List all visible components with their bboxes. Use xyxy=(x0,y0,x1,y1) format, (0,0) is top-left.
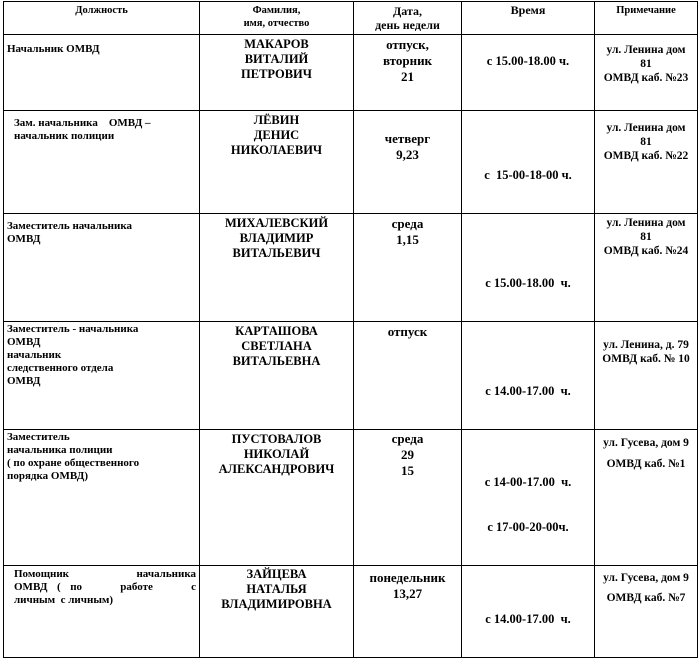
reception-schedule-table xyxy=(3,1,698,658)
cell-position: Зам. начальника ОМВД – начальник полиции xyxy=(4,111,200,214)
cell-time: с 14.00-17.00 ч. xyxy=(462,322,595,430)
cell-position: Начальник ОМВД xyxy=(4,35,200,111)
table-row xyxy=(4,430,698,566)
cell-name: ЗАЙЦЕВА НАТАЛЬЯ ВЛАДИМИРОВНА xyxy=(200,566,354,658)
cell-name: МАКАРОВ ВИТАЛИЙ ПЕТРОВИЧ xyxy=(200,35,354,111)
header-name: Фамилия, имя, отчество xyxy=(200,2,354,35)
cell-note: ул. Ленина дом 81 ОМВД каб. №23 xyxy=(595,35,698,111)
header-time: Время xyxy=(462,2,595,35)
cell-day: отпуск, вторник 21 xyxy=(354,35,462,111)
cell-note: ул. Ленина дом 81 ОМВД каб. №22 xyxy=(595,111,698,214)
cell-position: Заместитель начальника ОМВД xyxy=(4,214,200,322)
cell-note: ул. Гусева, дом 9 ОМВД каб. №1 xyxy=(595,430,698,566)
table-row xyxy=(4,35,698,111)
table-row xyxy=(4,566,698,658)
cell-name: ЛЁВИН ДЕНИС НИКОЛАЕВИЧ xyxy=(200,111,354,214)
cell-time: с 14.00-17.00 ч. xyxy=(462,566,595,658)
table-row xyxy=(4,214,698,322)
cell-note: ул. Ленина, д. 79 ОМВД каб. № 10 xyxy=(595,322,698,430)
cell-day: среда 29 15 xyxy=(354,430,462,566)
table-row xyxy=(4,111,698,214)
cell-time: с 14-00-17.00 ч. с 17-00-20-00ч. xyxy=(462,430,595,566)
table-row xyxy=(4,322,698,430)
cell-name: КАРТАШОВА СВЕТЛАНА ВИТАЛЬЕВНА xyxy=(200,322,354,430)
cell-time: с 15.00-18.00 ч. xyxy=(462,214,595,322)
cell-day: понедельник 13,27 xyxy=(354,566,462,658)
cell-day: четверг 9,23 xyxy=(354,111,462,214)
cell-day: отпуск xyxy=(354,322,462,430)
header-position: Должность xyxy=(4,2,200,35)
cell-name: ПУСТОВАЛОВ НИКОЛАЙ АЛЕКСАНДРОВИЧ xyxy=(200,430,354,566)
cell-time: с 15-00-18-00 ч. xyxy=(462,111,595,214)
cell-name: МИХАЛЕВСКИЙ ВЛАДИМИР ВИТАЛЬЕВИЧ xyxy=(200,214,354,322)
cell-note: ул. Гусева, дом 9 ОМВД каб. №7 xyxy=(595,566,698,658)
header-date: Дата, день недели xyxy=(354,2,462,35)
table-header-row xyxy=(4,2,698,35)
cell-note: ул. Ленина дом 81 ОМВД каб. №24 xyxy=(595,214,698,322)
cell-position: Помощник начальника ОМВД ( по работе с личным с личным) xyxy=(4,566,200,658)
cell-day: среда 1,15 xyxy=(354,214,462,322)
cell-position: Заместитель начальника полиции ( по охране общественного порядка ОМВД) xyxy=(4,430,200,566)
cell-time: с 15.00-18.00 ч. xyxy=(462,35,595,111)
cell-position: Заместитель - начальника ОМВД начальник следственного отдела ОМВД xyxy=(4,322,200,430)
header-note: Примечание xyxy=(595,2,698,35)
